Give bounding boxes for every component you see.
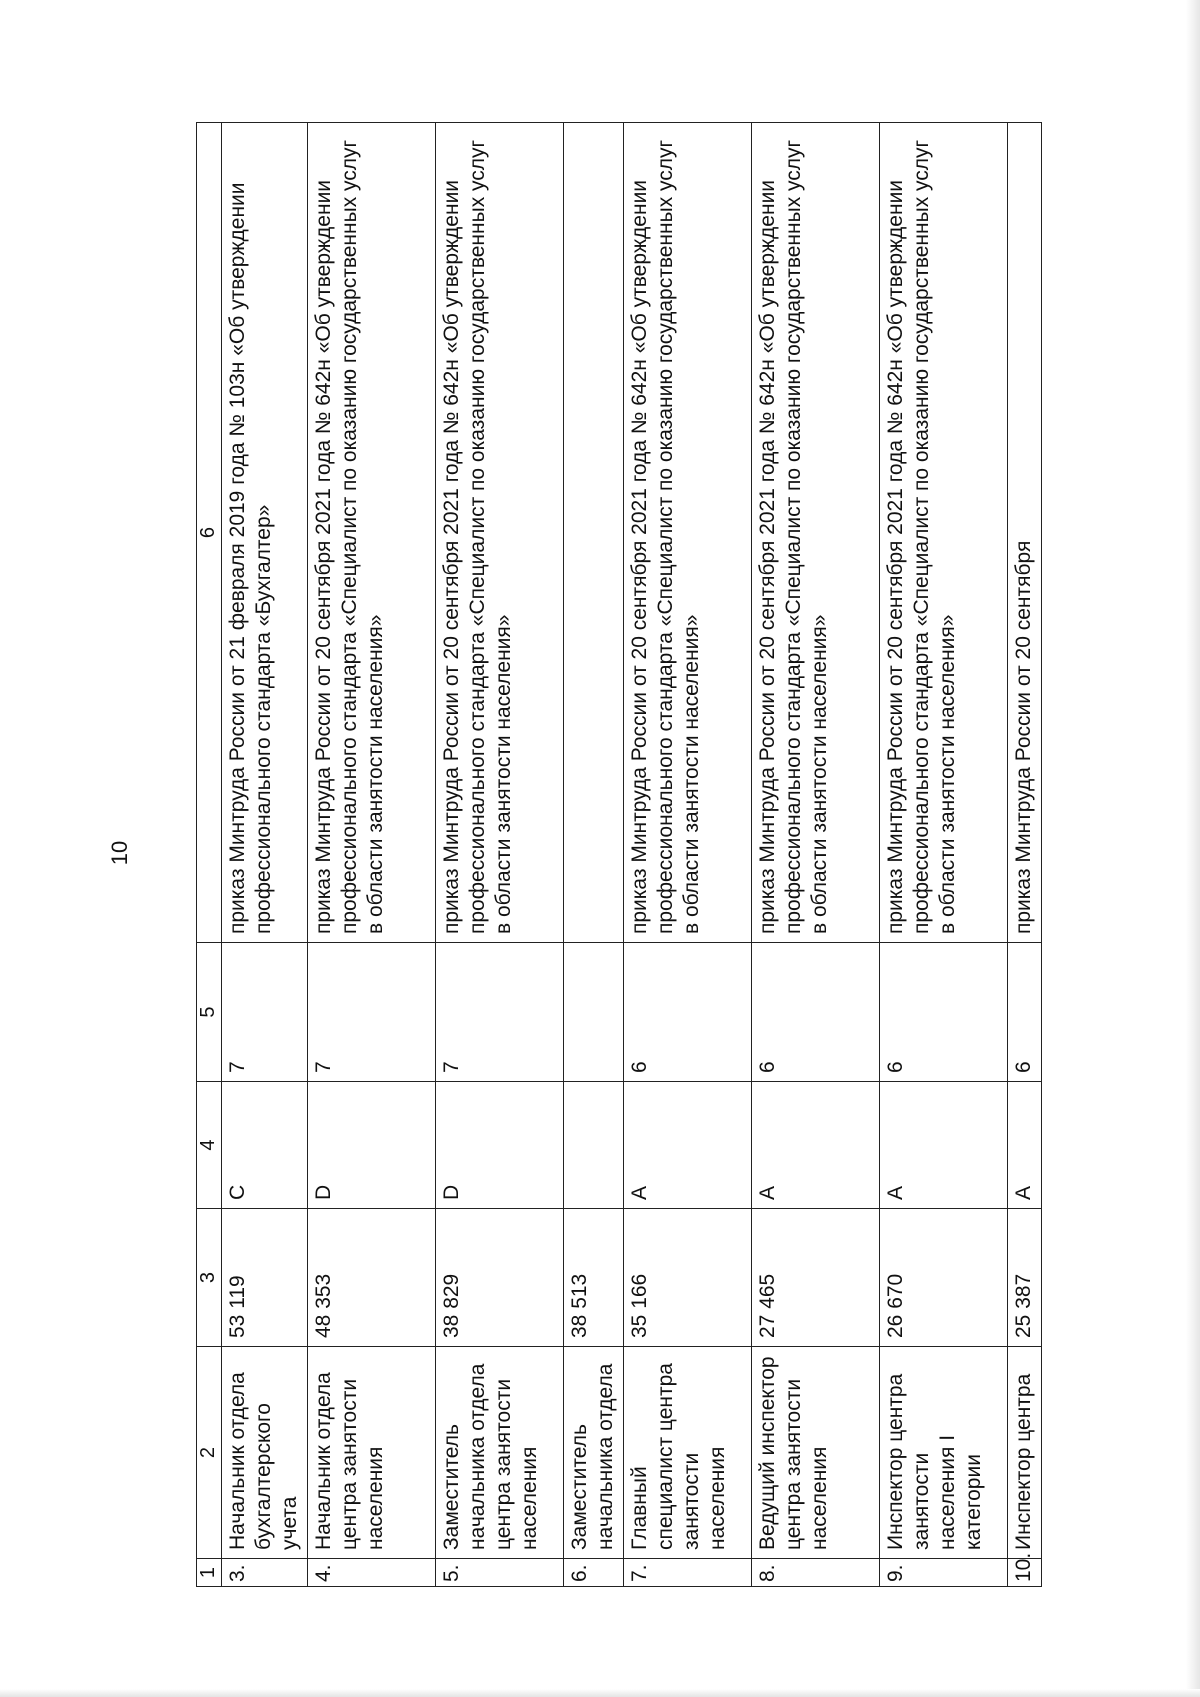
salary-cell: 25 387 [1008,1209,1042,1347]
row-number: 10. [1008,1559,1042,1587]
table-row [564,123,624,1587]
table-row [880,123,1008,1587]
position-cell: Начальник отдела бухгалтерского учета [222,1347,308,1559]
salary-cell: 27 465 [752,1209,880,1347]
level-cell: 6 [1008,943,1042,1082]
scan-bottom-shadow [0,1689,1200,1697]
position-cell: Заместитель начальника отдела [564,1347,624,1559]
position-cell: Главный специалист центра занятости населения [624,1347,752,1559]
salary-cell: 35 166 [624,1209,752,1347]
salary-cell: 38 513 [564,1209,624,1347]
row-number: 9. [880,1559,1008,1587]
group-cell: A [880,1082,1008,1209]
group-cell: A [624,1082,752,1209]
header-col-6: 6 [197,123,222,943]
header-col-5: 5 [197,943,222,1082]
salary-cell: 38 829 [436,1209,564,1347]
level-cell: 7 [308,943,436,1082]
rotated-table-container [196,123,1076,1587]
position-cell: Инспектор центра [1008,1347,1042,1559]
scan-edge-shadow [1186,0,1200,1697]
position-cell: Ведущий инспектор центра занятости населения [752,1347,880,1559]
level-cell: 6 [752,943,880,1082]
header-col-3: 3 [197,1209,222,1347]
table-row [1008,123,1042,1587]
table-row [222,123,308,1587]
level-cell: 6 [624,943,752,1082]
header-col-4: 4 [197,1082,222,1209]
table-row [436,123,564,1587]
group-cell [564,1082,624,1209]
staff-table [196,122,1042,1587]
row-number: 3. [222,1559,308,1587]
level-cell: 7 [436,943,564,1082]
basis-cell: приказ Минтруда России от 20 сентября [1008,123,1042,943]
table-header-row [197,123,222,1587]
group-cell: C [222,1082,308,1209]
table-row [624,123,752,1587]
row-number: 7. [624,1559,752,1587]
basis-cell: приказ Минтруда России от 20 сентября 2021 года № 642н «Об утверждении профессионального стандарта «Специалист по оказанию государственных услуг в области занятости населения» [880,123,1008,943]
salary-cell: 53 119 [222,1209,308,1347]
level-cell: 7 [222,943,308,1082]
row-number: 4. [308,1559,436,1587]
basis-cell: приказ Минтруда России от 20 сентября 2021 года № 642н «Об утверждении профессионального стандарта «Специалист по оказанию государственных услуг в области занятости населения» [752,123,880,943]
page-number: 10 [107,840,132,866]
basis-cell: приказ Минтруда России от 20 сентября 2021 года № 642н «Об утверждении профессионального стандарта «Специалист по оказанию государственных услуг в области занятости населения» [308,123,436,943]
header-col-2: 2 [197,1347,222,1559]
basis-cell: приказ Минтруда России от 21 февраля 2019 года № 103н «Об утверждении профессионального стандарта «Бухгалтер» [222,123,308,943]
row-number: 5. [436,1559,564,1587]
basis-cell [564,123,624,943]
level-cell: 6 [880,943,1008,1082]
basis-cell: приказ Минтруда России от 20 сентября 2021 года № 642н «Об утверждении профессионального стандарта «Специалист по оказанию государственных услуг в области занятости населения» [624,123,752,943]
group-cell: A [752,1082,880,1209]
position-cell: Начальник отдела центра занятости населения [308,1347,436,1559]
position-cell: Инспектор центра занятости населения I категории [880,1347,1008,1559]
group-cell: D [308,1082,436,1209]
table-row [752,123,880,1587]
position-cell: Заместитель начальника отдела центра занятости населения [436,1347,564,1559]
table-row [308,123,436,1587]
salary-cell: 48 353 [308,1209,436,1347]
row-number: 6. [564,1559,624,1587]
group-cell: A [1008,1082,1042,1209]
basis-cell: приказ Минтруда России от 20 сентября 2021 года № 642н «Об утверждении профессионального стандарта «Специалист по оказанию государственных услуг в области занятости населения» [436,123,564,943]
level-cell [564,943,624,1082]
salary-cell: 26 670 [880,1209,1008,1347]
group-cell: D [436,1082,564,1209]
row-number: 8. [752,1559,880,1587]
header-col-1: 1 [197,1559,222,1587]
